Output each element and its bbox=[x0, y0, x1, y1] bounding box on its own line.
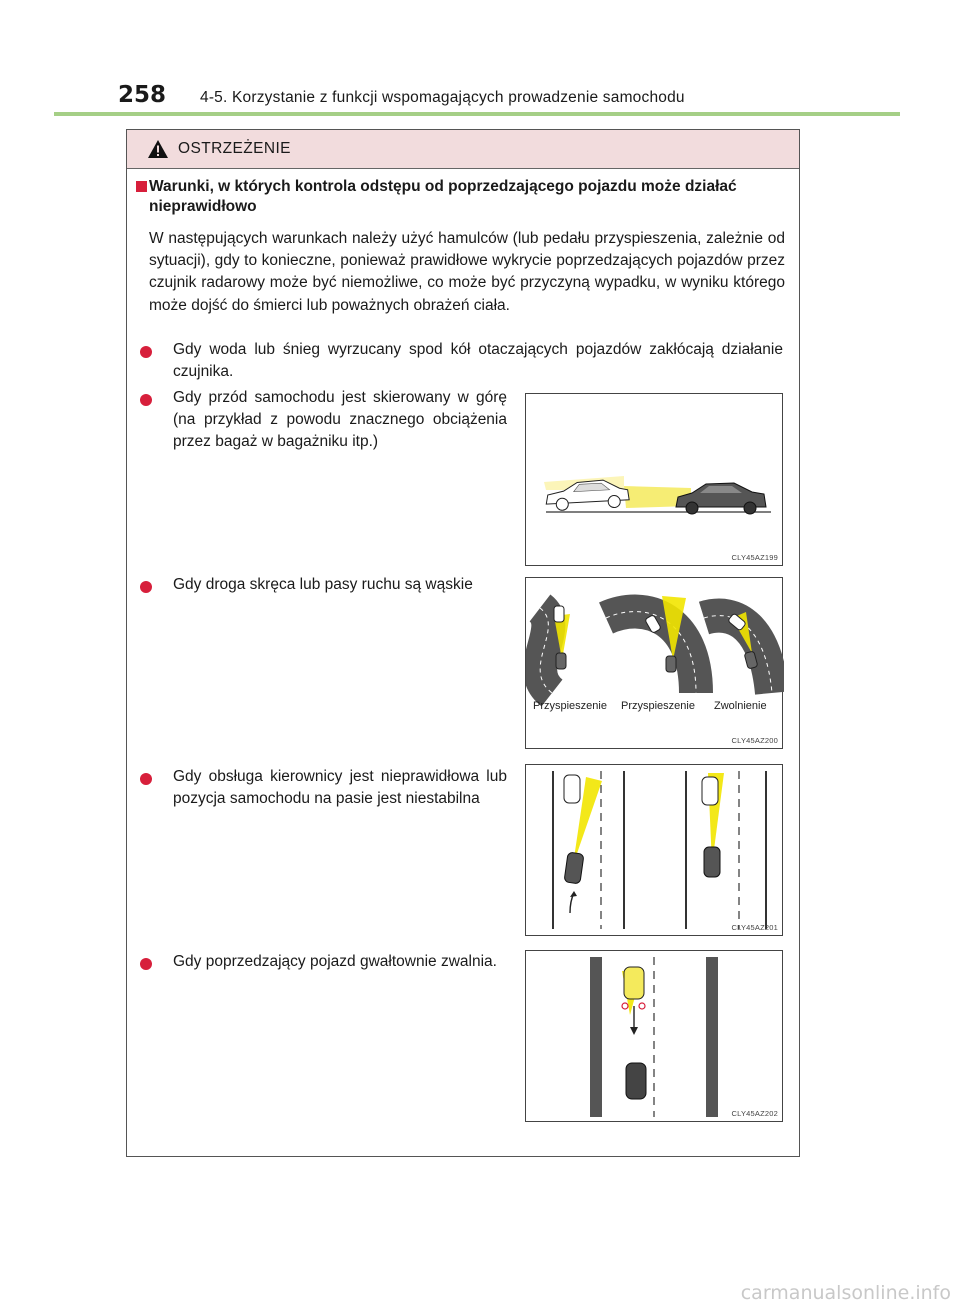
bullet-item-steering: Gdy obsługa kierownicy jest nieprawidłowa lub pozycja samochodu na pasie jest niestabilna bbox=[173, 768, 507, 807]
figure-lane-weaving-illustration bbox=[526, 765, 784, 937]
warning-box bbox=[126, 129, 800, 1157]
bullet-item-nose-up: Gdy przód samochodu jest skierowany w górę (na przykład z powodu znacznego obciążenia przez bagaż w bagażniku itp.) bbox=[173, 389, 507, 450]
warning-paragraph: W następujących warunkach należy użyć hamulców (lub pedału przyspieszenia, zależnie od sytuacji), gdy to konieczne, ponieważ prawidłowe wykrycie poprzedzających pojazdów przez czujnik radarowy może być niemożliwe, co może być przyczyną wypadku, w wyniku którego może dojść do śmierci lub poważnych obrażeń ciała. bbox=[149, 230, 785, 314]
page-header bbox=[118, 82, 685, 108]
figure-curves bbox=[525, 577, 783, 749]
figure-curves-illustration bbox=[526, 578, 784, 750]
warning-subheading: Warunki, w których kontrola odstępu od poprzedzającego pojazdu może działać nieprawidłowo bbox=[149, 178, 737, 215]
watermark bbox=[0, 1282, 960, 1305]
bullet-item-curve: Gdy droga skręca lub pasy ruchu są wąskie bbox=[173, 576, 473, 593]
figure-code: CLY45AZ201 bbox=[731, 923, 778, 932]
page-number: 258 bbox=[118, 82, 167, 108]
header-divider bbox=[54, 112, 900, 116]
figure-label-accel-2: Przyspieszenie bbox=[621, 700, 695, 712]
figure-sudden-braking bbox=[525, 950, 783, 1122]
section-title: 4-5. Korzystanie z funkcji wspomagających prowadzenie samochodu bbox=[200, 89, 685, 106]
warning-header bbox=[127, 130, 799, 169]
figure-label-accel-1: Przyspieszenie bbox=[533, 700, 607, 712]
bullet-dot-icon bbox=[140, 346, 152, 358]
figure-lane-weaving bbox=[525, 764, 783, 936]
figure-nose-up-illustration bbox=[526, 394, 784, 567]
square-bullet-icon bbox=[136, 181, 147, 192]
figure-label-decel: Zwolnienie bbox=[714, 700, 767, 712]
warning-triangle-icon bbox=[147, 139, 169, 159]
bullet-item-spray: Gdy woda lub śnieg wyrzucany spod kół otaczających pojazdów zakłócają działanie czujnika. bbox=[173, 341, 783, 380]
figure-nose-up bbox=[525, 393, 783, 566]
watermark-text: carmanualsonline.info bbox=[740, 1282, 951, 1304]
bullet-dot-icon bbox=[140, 958, 152, 970]
bullet-dot-icon bbox=[140, 773, 152, 785]
bullet-dot-icon bbox=[140, 581, 152, 593]
figure-sudden-braking-illustration bbox=[526, 951, 784, 1123]
bullet-item-braking: Gdy poprzedzający pojazd gwałtownie zwalnia. bbox=[173, 953, 497, 970]
figure-code: CLY45AZ202 bbox=[731, 1109, 778, 1118]
figure-code: CLY45AZ200 bbox=[731, 736, 778, 745]
figure-code: CLY45AZ199 bbox=[731, 553, 778, 562]
warning-title: OSTRZEŻENIE bbox=[178, 140, 291, 157]
bullet-dot-icon bbox=[140, 394, 152, 406]
